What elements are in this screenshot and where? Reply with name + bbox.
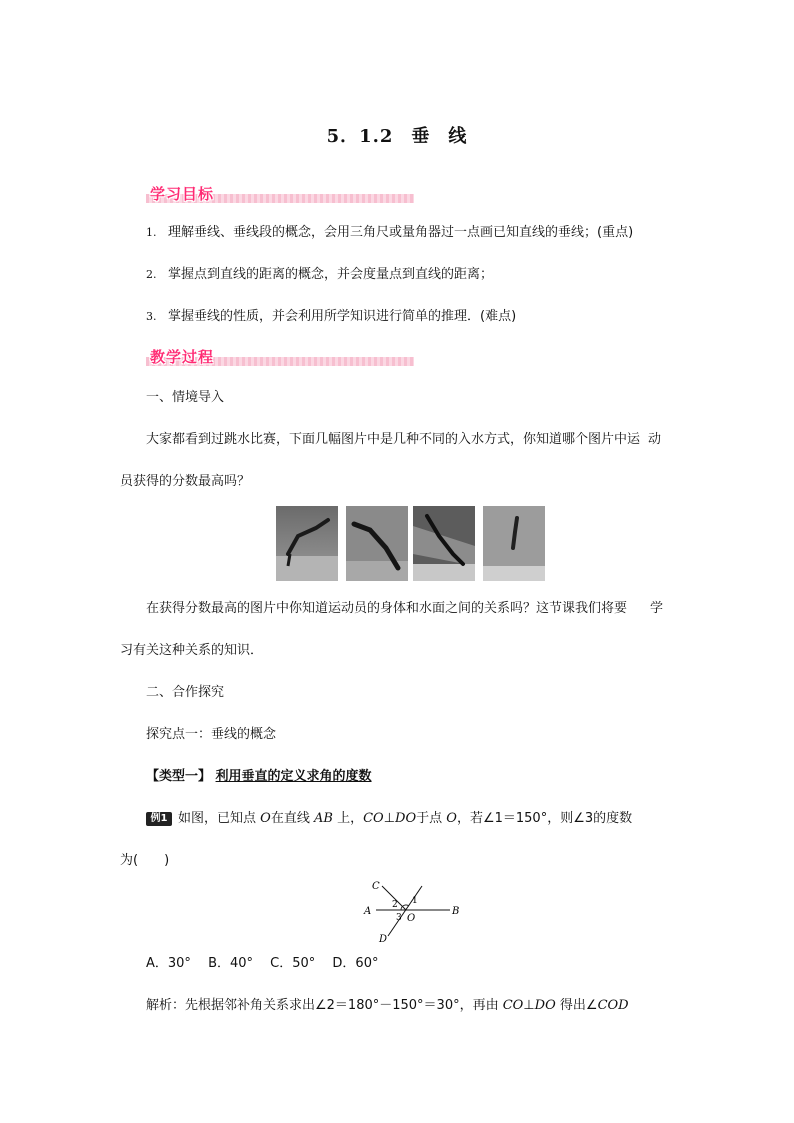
label-angle-1: 1 (412, 896, 418, 906)
question-paragraph-tail: 学 (650, 601, 664, 616)
section-label: 教学过程 (150, 348, 215, 366)
section-header-process (146, 346, 414, 368)
question-paragraph-line1: 在获得分数最高的图片中你知道运动员的身体和水面之间的关系吗？这节课我们将要 (146, 601, 628, 616)
part1-heading: 一、情境导入 (146, 390, 225, 405)
type-heading (146, 768, 372, 786)
example-question: 例1 如图，已知点 O在直线 AB 上，CO⊥DO于点 O，若∠1＝150°，则∠3的度数 (146, 810, 632, 828)
intro-paragraph-line1: 大家都看到过跳水比赛，下面几幅图片中是几种不同的入水方式，你知道哪个图片中运 (146, 432, 641, 447)
title-word-1: 垂 (411, 126, 431, 147)
diving-photo-2 (346, 506, 408, 581)
title-word-2: 线 (448, 126, 468, 147)
label-angle-3: 3 (396, 913, 402, 923)
objective-item: 3. 掌握垂线的性质，并会利用所学知识进行简单的推理．(难点) (146, 309, 517, 324)
intro-paragraph-line2: 员获得的分数最高吗？ (120, 474, 251, 489)
objective-item: 1. 理解垂线、垂线段的概念，会用三角尺或量角器过一点画已知直线的垂线；(重点) (146, 225, 634, 240)
label-angle-2: 2 (392, 900, 398, 910)
intro-paragraph-tail: 动 (648, 432, 662, 447)
diving-photo-1 (276, 506, 338, 581)
example-question-line2: 为( ) (120, 853, 170, 868)
objective-item: 2. 掌握点到直线的距离的概念，并会度量点到直线的距离； (146, 267, 494, 282)
diving-photo-4 (483, 506, 545, 581)
type-title: 利用垂直的定义求角的度数 (215, 769, 372, 784)
part2-heading: 二、合作探究 (146, 685, 225, 700)
type-tag: 【类型一】 (146, 769, 212, 784)
label-c: C (372, 881, 380, 892)
label-b: B (452, 906, 460, 917)
label-d: D (379, 934, 388, 944)
section-number: 5．1.2 (326, 126, 394, 147)
exploration-point: 探究点一：垂线的概念 (146, 727, 277, 742)
page-title (0, 122, 794, 148)
label-o: O (407, 913, 416, 924)
label-a: A (364, 906, 372, 917)
section-header-objectives (146, 183, 414, 205)
analysis-text: 解析：先根据邻补角关系求出∠2＝180°－150°＝30°，再由 CO⊥DO 得出∠COD (146, 998, 629, 1013)
line-through-o (388, 886, 422, 936)
section-label: 学习目标 (150, 185, 215, 203)
question-paragraph-line2: 习有关这种关系的知识． (120, 643, 264, 658)
answer-choices: A．30° B．40° C．50° D．60° (146, 956, 379, 971)
geometry-figure (362, 878, 462, 944)
example-badge: 例1 (146, 812, 172, 826)
diving-photo-3 (413, 506, 475, 581)
